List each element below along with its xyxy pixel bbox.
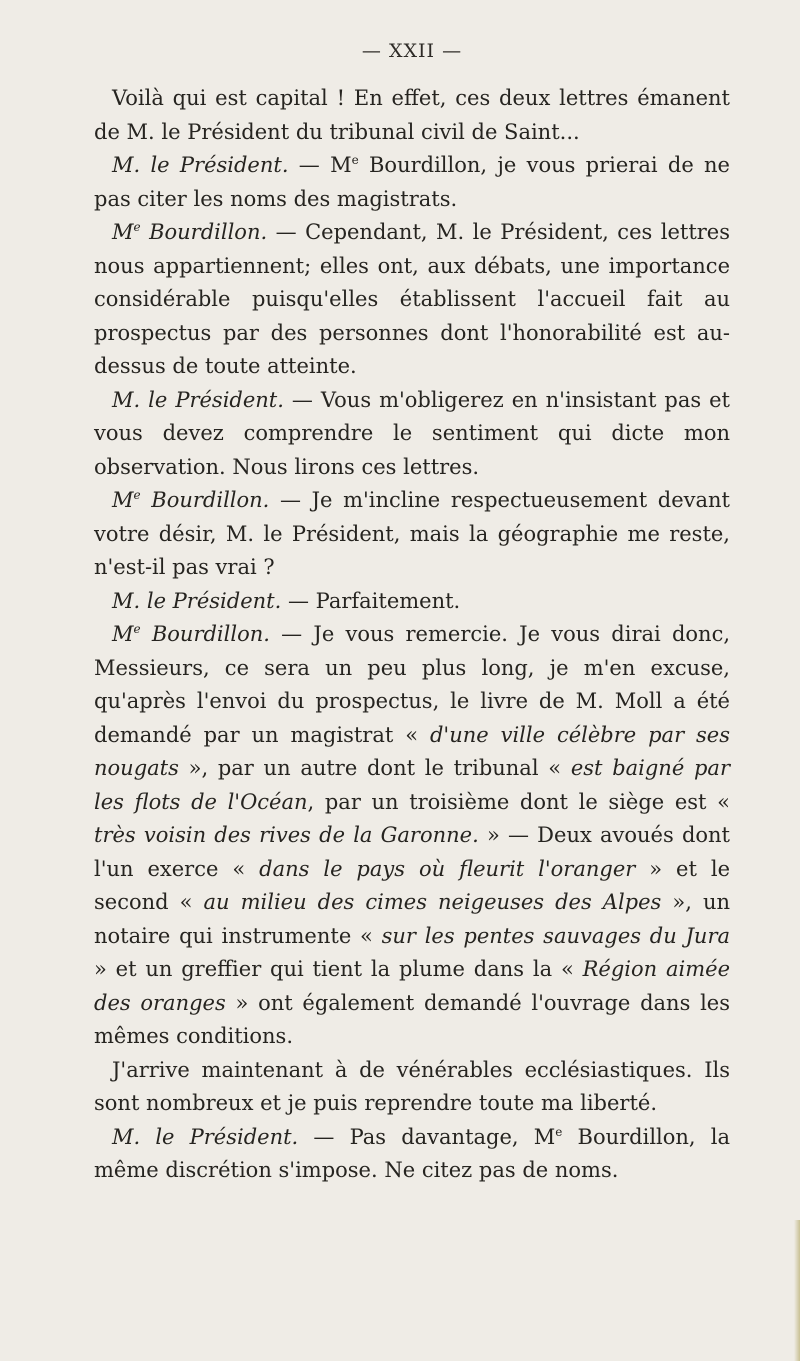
paragraph	[94, 384, 730, 485]
text-run: — M	[288, 153, 352, 177]
superscript: e	[555, 1124, 563, 1139]
speaker-name: M. le Président.	[112, 588, 282, 613]
text-run: » et le second «	[94, 856, 730, 914]
text-run: J'arrive maintenant à de vénérables ecclésiastiques. Ils sont nombreux et je puis reprendre toute ma liberté.	[94, 1057, 730, 1115]
paragraph	[94, 618, 730, 1054]
paragraph	[94, 484, 730, 585]
text-run: Bourdillon, la même discrétion s'impose. Ne citez pas de noms.	[94, 1124, 730, 1182]
speaker-name: Me Bourdillon.	[112, 220, 268, 244]
italic-quote: très voisin des rives de la Garonne.	[94, 823, 479, 847]
paragraph	[94, 585, 730, 619]
italic-quote: est baigné par les flots de l'Océan	[94, 756, 730, 814]
text-run: — Parfaitement.	[281, 588, 461, 613]
text-run: » et un greffier qui tient la plume dans la «	[94, 957, 583, 981]
italic-quote: sur les pentes sauvages du Jura	[381, 923, 730, 948]
italic-quote: Région aimée des oranges	[94, 957, 730, 1015]
text-run: — Je m'incline respectueusement devant votre désir, M. le Président, mais la géographie me reste, n'est-il pas vrai ?	[94, 488, 730, 579]
italic-quote: au milieu des cimes neigeuses des Alpes	[203, 890, 662, 914]
text-run: Voilà qui est capital ! En effet, ces deux lettres émanent de M. le Président du tribunal civil de Saint...	[94, 86, 730, 144]
speaker-name: M. le Président.	[112, 1124, 299, 1149]
paragraph	[94, 1121, 730, 1188]
speaker-name: Me Bourdillon.	[112, 488, 270, 512]
italic-quote: d'une ville célèbre par ses nougats	[94, 722, 731, 780]
text-run: , par un troisième dont le siège est «	[307, 789, 730, 814]
text-run: Bourdillon, je vous prierai de ne pas citer les noms des magistrats.	[94, 153, 730, 211]
speaker-name: M. le Président.	[112, 387, 284, 412]
text-run: — Pas davantage, M	[298, 1124, 556, 1149]
text-run: » — Deux avoués dont l'un exerce «	[94, 823, 730, 881]
paragraph	[94, 1054, 730, 1121]
paragraph	[94, 216, 730, 384]
speaker-name: Me Bourdillon.	[112, 622, 270, 646]
superscript: e	[351, 153, 359, 167]
speaker-name: M. le Président.	[112, 153, 289, 177]
paragraph	[94, 82, 730, 149]
text-run: — Je vous remercie. Je vous dirai donc, Messieurs, ce sera un peu plus long, je m'en excuse, qu'après l'envoi du prospectus, le livre de M. Moll a été demandé par un magistrat «	[94, 622, 731, 747]
italic-quote: dans le pays où fleurit l'oranger	[259, 856, 636, 881]
text-run: », par un autre dont le tribunal «	[178, 756, 571, 780]
text-run: — Cependant, M. le Président, ces lettres nous appartiennent; elles ont, aux débats, une importance considérable puisqu'elles établissent l'accueil fait au prospectus par des personnes dont l'honorabilité est au-dessus de toute atteinte.	[94, 220, 730, 378]
text-body	[94, 82, 730, 1188]
text-run: — Vous m'obligerez en n'insistant pas et vous devez comprendre le sentiment qui dicte mon observation. Nous lirons ces lettres.	[94, 387, 730, 479]
page-edge-shadow	[794, 1220, 800, 1361]
paragraph	[94, 149, 730, 216]
book-page	[94, 40, 730, 1188]
text-run: », un notaire qui instrumente «	[94, 890, 731, 948]
text-run: » ont également demandé l'ouvrage dans les mêmes conditions.	[94, 990, 731, 1048]
page-number: — XXII —	[361, 40, 463, 62]
